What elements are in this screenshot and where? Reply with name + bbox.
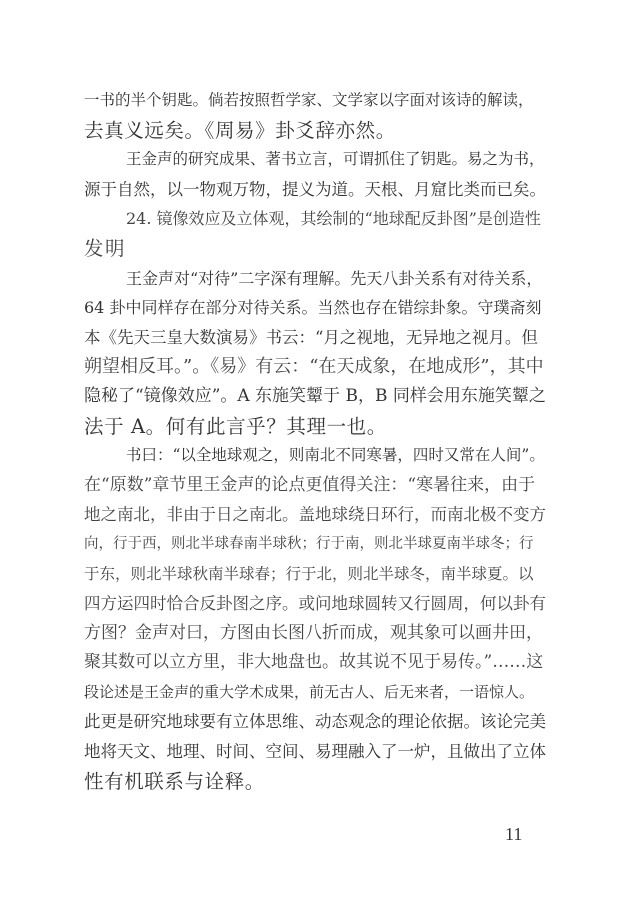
- page-body: [84, 86, 544, 796]
- text-line: 一书的半个钥匙。倘若按照哲学家、文学家以字面对该诗的解读，: [84, 91, 534, 109]
- text-line: 在“原数”章节里王金声的论点更值得关注：“寒暑往来，由于: [84, 474, 536, 495]
- text-line: 本《先天三皇大数演易》书云：“月之视地，无异地之视月。但: [84, 327, 538, 347]
- text-line: 王金声对“对待”二字深有理解。先天八卦关系有对待关系，: [126, 268, 543, 288]
- text-line: 此更是研究地球要有立体思维、动态观念的理论依据。该论完美: [84, 712, 546, 732]
- text-line: 段论述是王金声的重大学术成果，前无古人、后无来者，一语惊人。: [84, 682, 535, 701]
- text-line: 于东，则北半球秋南半球春；行于北，则北半球冬，南半球夏。以: [84, 564, 534, 583]
- text-line: 法于 A。何有此言乎？其理一也。: [84, 414, 387, 438]
- text-line: 发明: [84, 236, 127, 260]
- text-line: 64 卦中同样存在部分对待关系。当然也存在错综卦象。守璞斋刻: [84, 298, 542, 318]
- text-line: 地将天文、地理、时间、空间、易理融入了一炉，且做出了立体: [84, 742, 546, 762]
- text-line: 24. 镜像效应及立体观，其绘制的“地球配反卦图”是创造性: [126, 209, 541, 229]
- text-line: 聚其数可以立方里，非大地盘也。故其说不见于易传。”……这: [84, 652, 544, 673]
- text-line: 书曰：“以全地球观之，则南北不同寒暑，四时又常在人间”。: [126, 446, 545, 465]
- text-line: 隐秘了“镜像效应”。A 东施笑颦于 B，B 同样会用东施笑颦之: [84, 385, 546, 406]
- text-line: 向，行于西，则北半球春南半球秋；行于南，则北半球夏南半球冬；行: [84, 535, 534, 552]
- text-line: 性有机联系与诠释。: [84, 769, 265, 793]
- text-line: 王金声的研究成果、著书立言，可谓抓住了钥匙。易之为书，: [126, 150, 545, 169]
- text-line: 方图？金声对曰，方图由长图八折而成，观其象可以画井田，: [84, 622, 543, 643]
- text-line: 去真义远矣。《周易》卦爻辞亦然。: [84, 118, 396, 142]
- text-line: 四方运四时恰合反卦图之序。或问地球圆转又行圆周，何以卦有: [84, 594, 546, 614]
- text-line: 朔望相反耳。”。《易》有云：“在天成象，在地成形”，其中: [84, 356, 544, 378]
- text-line: 源于自然，以一物观万物，提义为道。天根、月窟比类而已矣。: [84, 179, 546, 199]
- text-line: 地之南北，非由于日之南北。盖地球绕日环行，而南北极不变方: [84, 505, 546, 525]
- page-number: 11: [505, 824, 523, 844]
